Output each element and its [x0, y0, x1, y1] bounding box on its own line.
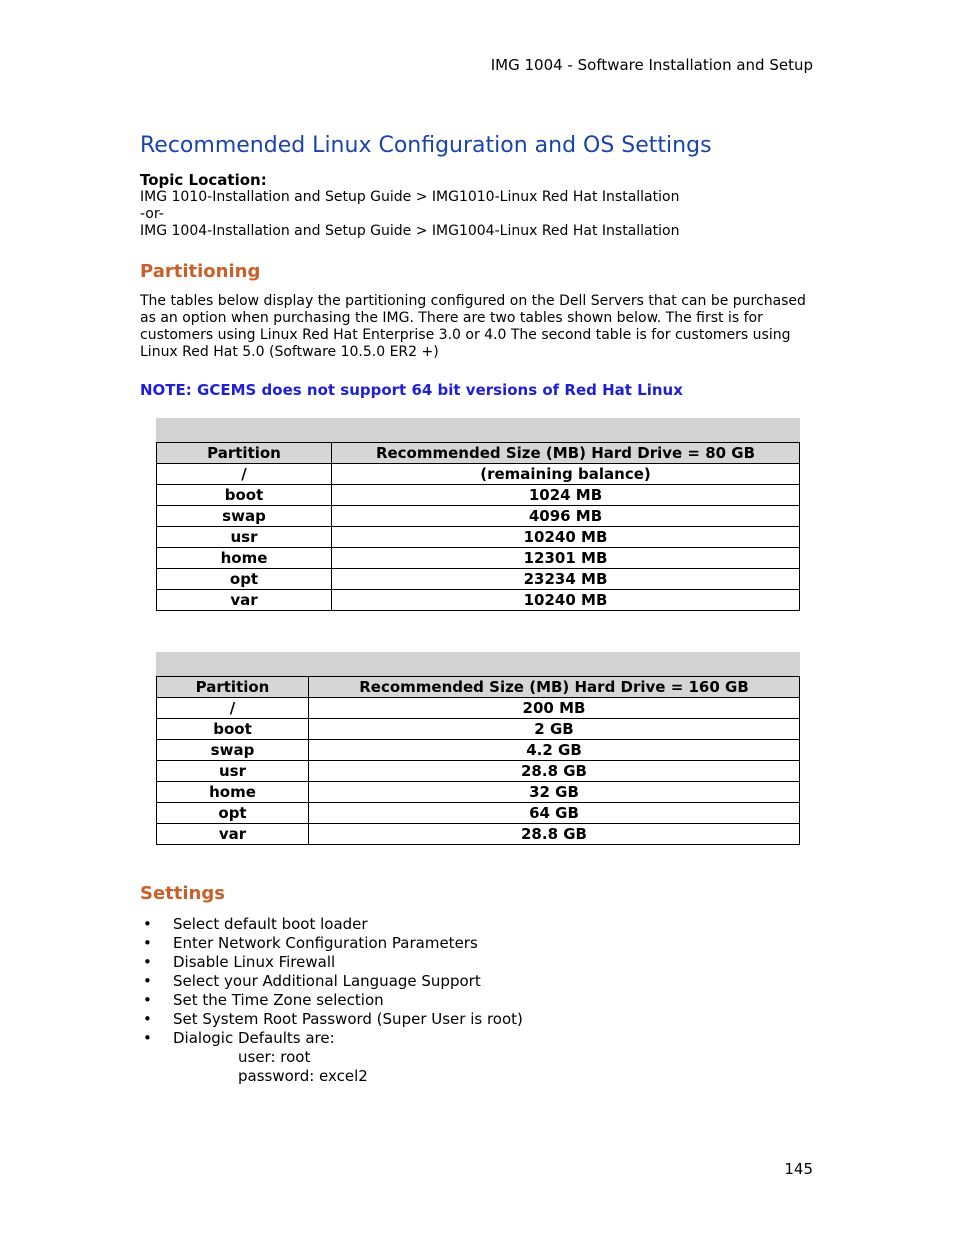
column-header: Recommended Size (MB) Hard Drive = 80 GB: [332, 443, 800, 464]
topic-location-or: -or-: [140, 206, 164, 222]
partition-cell: var: [157, 590, 332, 611]
size-cell: 4.2 GB: [309, 740, 800, 761]
partition-cell: var: [157, 824, 309, 845]
partition-table: [156, 442, 800, 611]
size-cell: 1024 MB: [332, 485, 800, 506]
list-item: [140, 1010, 523, 1029]
partition-cell: opt: [157, 803, 309, 824]
table-row: [157, 740, 800, 761]
table-row: [157, 506, 800, 527]
table-row: [157, 824, 800, 845]
list-item: [140, 991, 523, 1010]
table-row: [157, 803, 800, 824]
table-row: [157, 527, 800, 548]
topic-location-line: IMG 1010-Installation and Setup Guide > IMG1010-Linux Red Hat Installation: [140, 189, 680, 205]
size-cell: 32 GB: [309, 782, 800, 803]
section-heading-partitioning: Partitioning: [140, 261, 261, 282]
default-password: password: excel2: [238, 1067, 368, 1085]
intro-paragraph: The tables below display the partitioning configured on the Dell Servers that can be purchased as an option when purchasing the IMG. There are two tables shown below. The first is for customers using Linux Red Hat Enterprise 3.0 or 4.0 The second table is for customers using Linux Red Hat 5.0 (Software 10.5.0 ER2 +): [140, 293, 806, 360]
size-cell: 12301 MB: [332, 548, 800, 569]
partition-cell: opt: [157, 569, 332, 590]
table-title-band: [156, 418, 800, 442]
running-header: IMG 1004 - Software Installation and Setup: [490, 56, 813, 74]
list-item-text: Enter Network Configuration Parameters: [173, 934, 478, 952]
table-row: [157, 590, 800, 611]
size-cell: 64 GB: [309, 803, 800, 824]
list-item-text: Dialogic Defaults are:: [173, 1029, 335, 1047]
partition-table-160gb: [156, 652, 800, 845]
partition-table-80gb: [156, 418, 800, 611]
bullet-icon: •: [143, 1010, 152, 1028]
topic-location-label: Topic Location:: [140, 171, 267, 189]
table-row: [157, 569, 800, 590]
list-item-text: Disable Linux Firewall: [173, 953, 336, 971]
size-cell: 2 GB: [309, 719, 800, 740]
list-item: [140, 934, 523, 953]
size-cell: (remaining balance): [332, 464, 800, 485]
table-title-band: [156, 652, 800, 676]
bullet-icon: •: [143, 915, 152, 933]
table-header-row: [157, 677, 800, 698]
partition-cell: /: [157, 464, 332, 485]
note-text: NOTE: GCEMS does not support 64 bit versions of Red Hat Linux: [140, 381, 683, 399]
size-cell: 28.8 GB: [309, 824, 800, 845]
list-item-text: Select your Additional Language Support: [173, 972, 481, 990]
partition-cell: boot: [157, 719, 309, 740]
page-number: 145: [784, 1160, 813, 1178]
partition-cell: /: [157, 698, 309, 719]
partition-cell: home: [157, 548, 332, 569]
list-item: [140, 972, 523, 991]
list-item: [140, 1029, 523, 1048]
size-cell: 23234 MB: [332, 569, 800, 590]
partition-cell: usr: [157, 527, 332, 548]
size-cell: 4096 MB: [332, 506, 800, 527]
bullet-icon: •: [143, 972, 152, 990]
settings-list: [140, 915, 523, 1048]
partition-cell: boot: [157, 485, 332, 506]
section-heading-settings: Settings: [140, 883, 225, 904]
default-user: user: root: [238, 1048, 311, 1066]
table-row: [157, 464, 800, 485]
bullet-icon: •: [143, 953, 152, 971]
partition-table: [156, 676, 800, 845]
list-item-text: Select default boot loader: [173, 915, 368, 933]
table-row: [157, 782, 800, 803]
topic-location-line: IMG 1004-Installation and Setup Guide > IMG1004-Linux Red Hat Installation: [140, 223, 680, 239]
list-item: [140, 953, 523, 972]
bullet-icon: •: [143, 1029, 152, 1047]
partition-cell: swap: [157, 740, 309, 761]
page-title: Recommended Linux Configuration and OS Settings: [140, 133, 712, 158]
size-cell: 28.8 GB: [309, 761, 800, 782]
list-item-text: Set System Root Password (Super User is root): [173, 1010, 523, 1028]
table-row: [157, 719, 800, 740]
column-header: Recommended Size (MB) Hard Drive = 160 GB: [309, 677, 800, 698]
column-header: Partition: [157, 443, 332, 464]
table-row: [157, 761, 800, 782]
size-cell: 10240 MB: [332, 527, 800, 548]
table-header-row: [157, 443, 800, 464]
bullet-icon: •: [143, 934, 152, 952]
bullet-icon: •: [143, 991, 152, 1009]
list-item: [140, 915, 523, 934]
partition-cell: home: [157, 782, 309, 803]
list-item-text: Set the Time Zone selection: [173, 991, 384, 1009]
table-row: [157, 485, 800, 506]
table-row: [157, 548, 800, 569]
partition-cell: swap: [157, 506, 332, 527]
partition-cell: usr: [157, 761, 309, 782]
size-cell: 200 MB: [309, 698, 800, 719]
column-header: Partition: [157, 677, 309, 698]
table-row: [157, 698, 800, 719]
size-cell: 10240 MB: [332, 590, 800, 611]
